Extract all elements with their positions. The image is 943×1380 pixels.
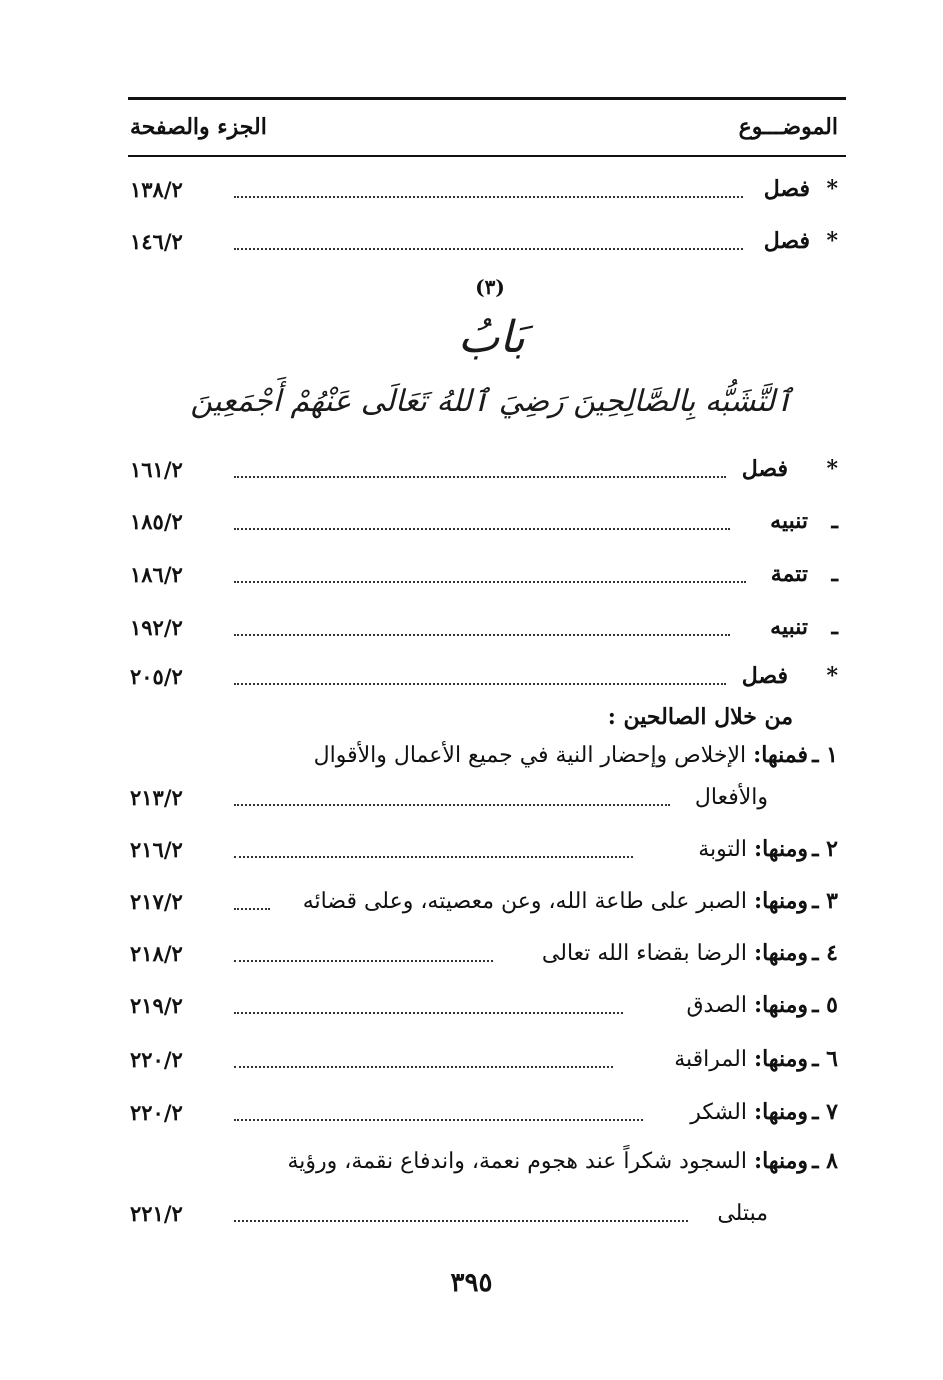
- entry-page-ref: ٢١٧/٢: [130, 889, 183, 914]
- dash-marker: ـ: [831, 614, 838, 640]
- entry-title: فصل: [763, 176, 810, 202]
- leader-dots: [234, 804, 670, 806]
- toc-item: [130, 1093, 838, 1127]
- page-number: ٣٩٥: [450, 1268, 493, 1298]
- item-text: ومنها: المراقبة: [674, 1046, 808, 1072]
- leader-dots: [234, 528, 730, 530]
- entry-page-ref: ١٣٨/٢: [130, 177, 183, 202]
- leader-dots: [234, 476, 726, 478]
- entry-page-ref: ٢٢١/٢: [130, 1201, 183, 1226]
- chapter-title: ٱلتَّشَبُّه بِالصَّالِحِينَ رَضِيَ ٱللهُ تَعَالَى عَنْهُمْ أَجْمَعِينَ: [190, 384, 793, 419]
- dash-marker: ـ: [831, 561, 838, 587]
- toc-item: [130, 882, 838, 916]
- toc-entry-continuation: [130, 778, 838, 812]
- entry-page-ref: ١٩٢/٢: [130, 615, 183, 640]
- item-number: ٨ ـ: [812, 1148, 838, 1174]
- item-number: ٢ ـ: [812, 836, 838, 862]
- item-continuation: والأفعال: [694, 785, 768, 810]
- dash-marker: ـ: [831, 508, 838, 534]
- entry-page-ref: ١٤٦/٢: [130, 229, 183, 254]
- toc-entry: [130, 657, 838, 691]
- toc-item: [130, 830, 838, 864]
- entry-title: فصل: [763, 228, 810, 254]
- entry-page-ref: ٢٢٠/٢: [130, 1100, 183, 1125]
- item-number: ٣ ـ: [812, 888, 838, 914]
- leader-dots: [234, 908, 270, 910]
- toc-item: [130, 1040, 838, 1074]
- entry-page-ref: ١٨٥/٢: [130, 509, 183, 534]
- item-continuation: مبتلى: [717, 1201, 768, 1226]
- leader-dots: [234, 1012, 623, 1014]
- asterisk-marker: *: [826, 228, 838, 254]
- toc-entry: [130, 502, 838, 536]
- item-text: ومنها: الرضا بقضاء الله تعالى: [541, 940, 808, 966]
- entry-page-ref: ٢٠٥/٢: [130, 664, 183, 689]
- item-text: ومنها: السجود شكراً عند هجوم نعمة، واندفاع نقمة، ورؤية: [287, 1148, 808, 1174]
- leader-dots: [234, 856, 633, 858]
- toc-item: [130, 986, 838, 1020]
- entry-title: فصل: [741, 663, 788, 689]
- header-rule: [128, 155, 846, 157]
- toc-entry-continuation: [130, 1194, 838, 1228]
- leader-dots: [234, 634, 730, 636]
- entry-title: تنبيه: [770, 508, 808, 534]
- leader-dots: [234, 248, 743, 250]
- leader-dots: [234, 581, 746, 583]
- toc-entry: [130, 222, 838, 256]
- part-page-column-header: الجزء والصفحة: [130, 114, 267, 140]
- entry-page-ref: ٢١٣/٢: [130, 785, 183, 810]
- entry-page-ref: ٢١٩/٢: [130, 993, 183, 1018]
- asterisk-marker: *: [826, 456, 838, 482]
- leader-dots: [234, 196, 743, 198]
- leader-dots: [234, 1220, 688, 1222]
- item-number: ٥ ـ: [812, 992, 838, 1018]
- toc-entry: [130, 555, 838, 589]
- item-text: ومنها: الصدق: [686, 992, 808, 1018]
- item-text: ومنها: الصبر على طاعة الله، وعن معصيته، وعلى قضائه: [302, 888, 808, 914]
- toc-entry: [130, 450, 838, 484]
- entry-page-ref: ١٨٦/٢: [130, 562, 183, 587]
- item-number: ١ ـ: [812, 742, 838, 768]
- entry-title: تتمة: [770, 561, 808, 587]
- toc-entry: [130, 170, 838, 204]
- topic-column-header: الموضـــوع: [738, 114, 838, 140]
- asterisk-marker: *: [826, 176, 838, 202]
- leader-dots: [234, 960, 493, 962]
- item-text: ومنها: الشكر: [690, 1099, 808, 1125]
- item-number: ٦ ـ: [812, 1046, 838, 1072]
- leader-dots: [234, 683, 726, 685]
- item-text: فمنها: الإخلاص وإحضار النية في جميع الأعمال والأقوال: [313, 742, 808, 768]
- section-number: (٣): [475, 275, 505, 299]
- entry-page-ref: ١٦١/٢: [130, 457, 183, 482]
- toc-item: [130, 934, 838, 968]
- top-rule: [128, 97, 846, 100]
- entry-page-ref: ٢١٦/٢: [130, 837, 183, 862]
- entry-page-ref: ٢٢٠/٢: [130, 1047, 183, 1072]
- subheading: من خلال الصالحين :: [607, 704, 793, 730]
- entry-page-ref: ٢١٨/٢: [130, 941, 183, 966]
- leader-dots: [234, 1119, 643, 1121]
- chapter-word: بَابُ: [457, 312, 526, 363]
- entry-title: تنبيه: [770, 614, 808, 640]
- leader-dots: [234, 1066, 613, 1068]
- asterisk-marker: *: [826, 663, 838, 689]
- entry-title: فصل: [741, 456, 788, 482]
- item-number: ٤ ـ: [812, 940, 838, 966]
- toc-entry: [130, 608, 838, 642]
- item-number: ٧ ـ: [812, 1099, 838, 1125]
- item-text: ومنها: التوبة: [698, 836, 808, 862]
